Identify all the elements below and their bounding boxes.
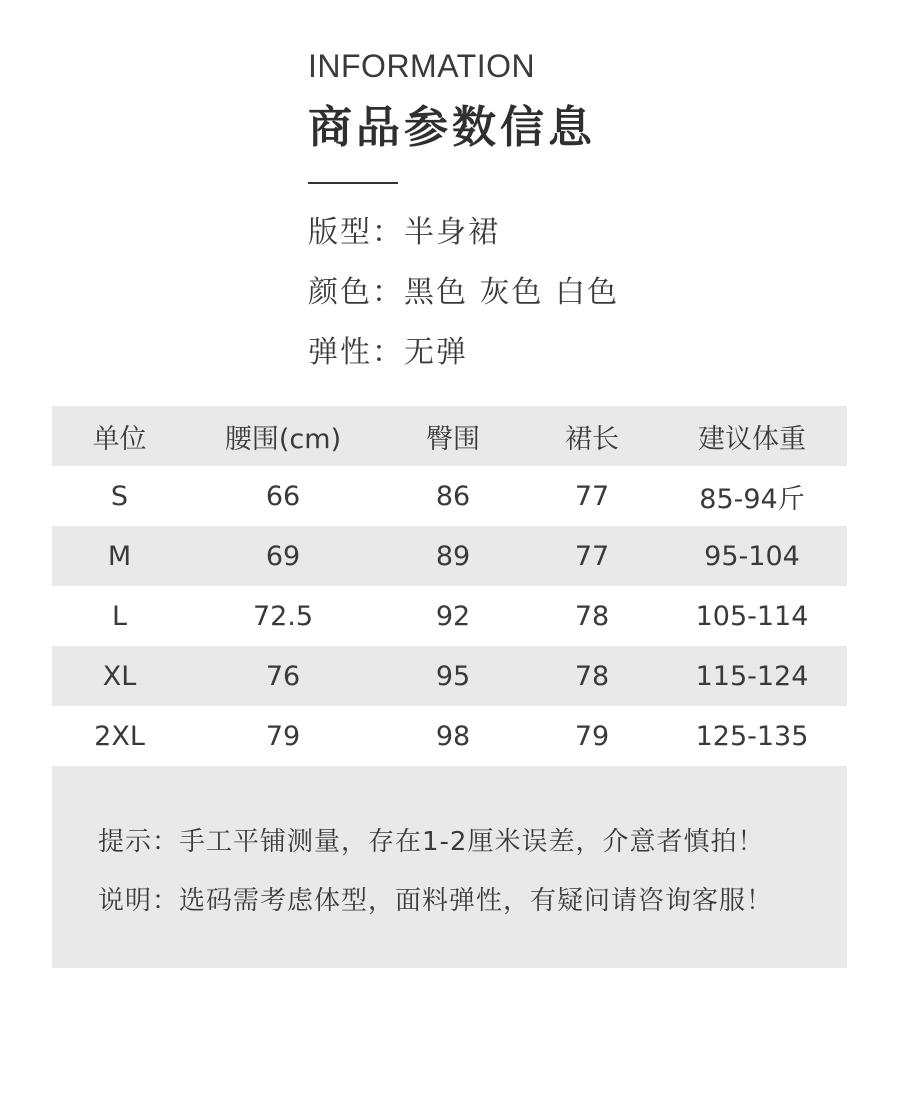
table-cell: 66: [265, 480, 301, 512]
notes-box: [52, 766, 847, 968]
table-cell: 92: [435, 600, 471, 632]
table-header-row: [52, 406, 847, 466]
table-cell: 69: [265, 540, 301, 572]
header-size: 单位: [92, 423, 147, 455]
param-row-style: [308, 208, 868, 268]
header-skirt-length: 裙长: [565, 423, 619, 455]
param-value: 半身裙: [404, 215, 500, 250]
param-label: 颜色：: [308, 275, 404, 310]
table-cell: 95: [435, 660, 471, 692]
table-cell: 98: [435, 720, 471, 752]
header-english-title: INFORMATION: [308, 48, 536, 84]
table-cell: S: [110, 480, 129, 512]
table-cell: 72.5: [252, 600, 314, 632]
table-cell: 78: [574, 660, 610, 692]
param-value: 无弹: [404, 335, 468, 370]
note-explanation: 说明：选码需考虑体型，面料弹性，有疑问请咨询客服！: [98, 886, 774, 916]
param-label: 版型：: [308, 215, 404, 250]
header-hip: 臀围: [426, 423, 480, 455]
table-row: [52, 706, 847, 766]
table-cell: 79: [265, 720, 301, 752]
table-cell: XL: [102, 660, 137, 692]
table-cell: 105-114: [695, 600, 809, 632]
table-cell: 2XL: [94, 720, 145, 752]
table-row: [52, 526, 847, 586]
size-table: [52, 406, 847, 766]
table-cell: 85-94斤: [699, 483, 805, 515]
table-cell: 86: [435, 480, 471, 512]
table-cell: 77: [574, 540, 610, 572]
table-cell: 115-124: [695, 660, 809, 692]
param-row-elasticity: [308, 328, 868, 388]
table-row: [52, 586, 847, 646]
header-chinese-title: 商品参数信息: [308, 102, 596, 153]
table-row: [52, 466, 847, 526]
table-cell: 79: [574, 720, 610, 752]
header-divider: [308, 182, 398, 184]
page-header: [308, 44, 868, 158]
param-label: 弹性：: [308, 335, 404, 370]
param-value: 黑色 灰色 白色: [404, 275, 620, 310]
table-cell: 95-104: [704, 540, 800, 572]
header-waist: 腰围(cm): [224, 423, 342, 455]
table-cell: 77: [574, 480, 610, 512]
table-row: [52, 646, 847, 706]
param-row-color: [308, 268, 868, 328]
table-cell: 78: [574, 600, 610, 632]
table-cell: 76: [265, 660, 301, 692]
header-weight: 建议体重: [698, 423, 806, 455]
table-cell: 89: [435, 540, 471, 572]
table-cell: 125-135: [695, 720, 809, 752]
note-tip: 提示：手工平铺测量，存在1-2厘米误差，介意者慎拍！: [98, 827, 765, 857]
product-params: [308, 208, 868, 388]
table-cell: M: [107, 540, 132, 572]
table-cell: L: [111, 600, 128, 632]
